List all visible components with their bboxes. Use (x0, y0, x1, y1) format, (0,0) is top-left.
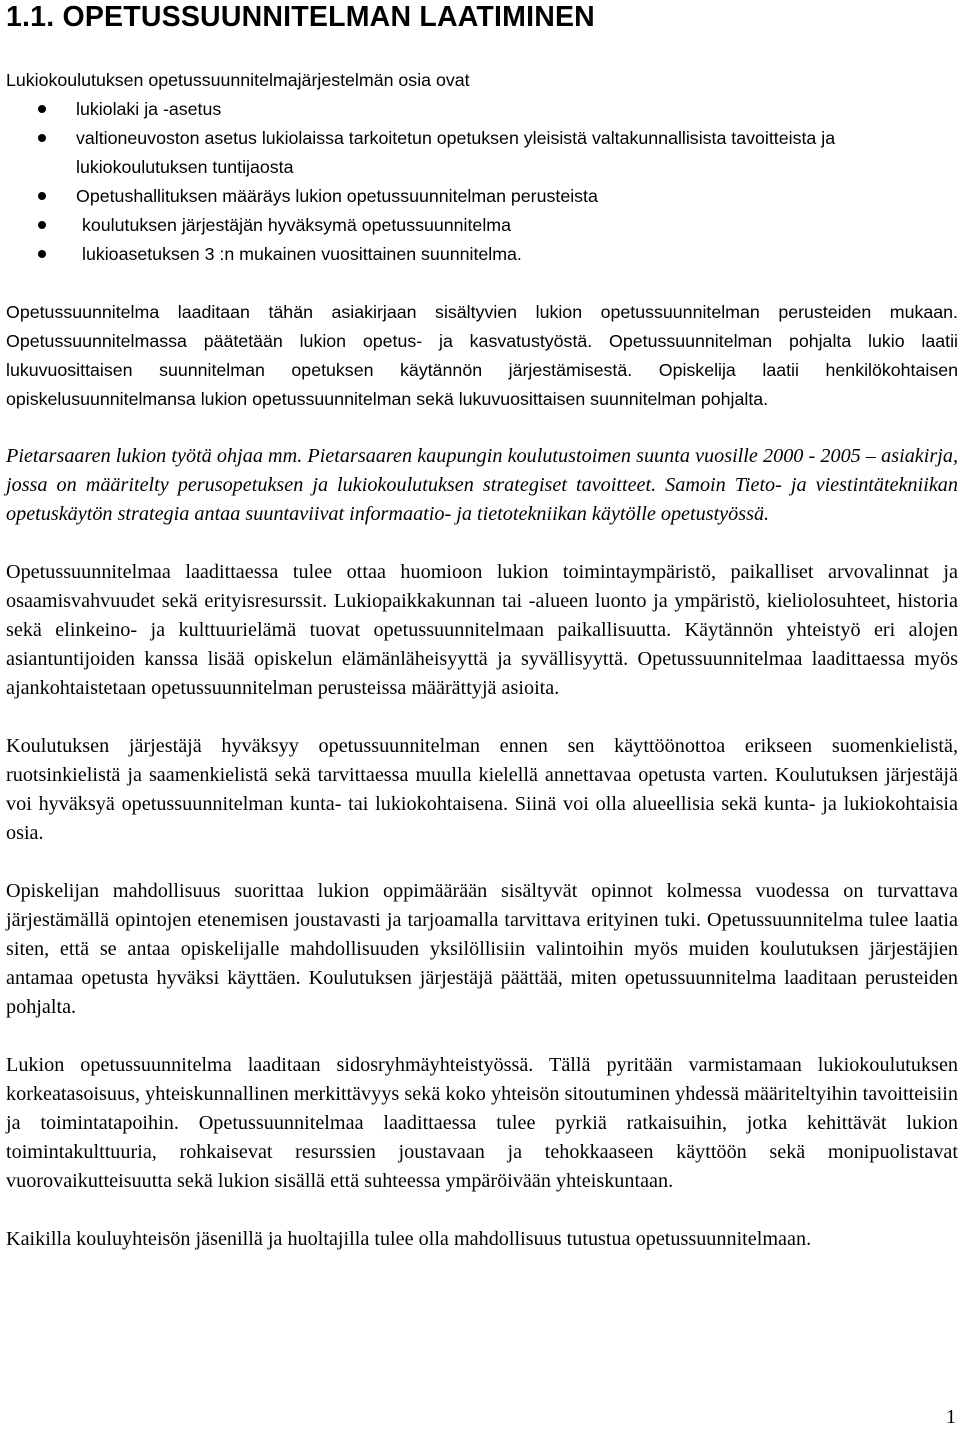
bullet-item: Opetushallituksen määräys lukion opetussuunnitelman perusteista (6, 182, 958, 211)
paragraph-italic: Pietarsaaren lukion työtä ohjaa mm. Pietarsaaren kaupungin koulutustoimen suunta vuosille 2000 - 2005 – asiakirja, jossa on määritelty perusopetuksen ja lukiokoulutuksen strategiset tavoitteet. Samoin Tieto- ja viestintätekniikan opetuskäytön strategia antaa suuntaviivat informaatio- ja tietotekniikan käytölle opetustyössä. (6, 445, 958, 525)
paragraph: Opiskelijan mahdollisuus suorittaa lukion oppimäärään sisältyvät opinnot kolmessa vuodessa on turvattava järjestämällä opintojen etenemisen joustavasti ja tarjoamalla tarvittava erityinen tuki. Opetussuunnitelma tulee laatia siten, että se antaa opiskelijalle mahdollisuuden yksilöllisiin valintoihin myös muiden koulutuksen järjestäjien antamaa opetusta hyväksi käyttäen. Koulutuksen järjestäjä päättää, miten opetussuunnitelma laaditaan perusteiden pohjalta. (6, 880, 958, 1018)
paragraph: Opetussuunnitelmaa laadittaessa tulee ottaa huomioon lukion toimintaympäristö, paikalliset arvovalinnat ja osaamisvahvuudet sekä erityisresurssit. Lukiopaikkakunnan tai -alueen luonto ja ympäristö, kieliolosuhteet, historia sekä elinkeino- ja kulttuurielämä tuovat opetussuunnitelmaan paikallisuutta. Käytännön yhteistyö eri alojen asiantuntijoiden kanssa lisää opiskelun elämänläheisyyttä ja syvällisyyttä. Opetussuunnitelmaa laadittaessa myös ajankohtaistetaan opetussuunnitelman perusteissa määrättyjä asioita. (6, 561, 958, 699)
paragraph: Lukion opetussuunnitelma laaditaan sidosryhmäyhteistyössä. Tällä pyritään varmistamaan lukiokoulutuksen korkeatasoisuus, yhteiskunnallinen merkittävyys sekä koko yhteisön sitoutuminen yhdessä määriteltyihin tavoitteisiin ja toimintatapoihin. Opetussuunnitelmaa laadittaessa tulee pyrkiä ratkaisuihin, jotka kehittävät lukion toimintakulttuuria, rohkaisevat resurssien joustavaan ja tehokkaaseen käyttöön sekä monipuolistavat vuorovaikutteisuutta sekä lukion sisällä että suhteessa ympäröivään yhteiskuntaan. (6, 1054, 958, 1192)
bullet-item: valtioneuvoston asetus lukiolaissa tarkoitetun opetuksen yleisistä valtakunnallisista tavoitteista ja lukiokoulutuksen tuntijaosta (6, 124, 906, 182)
paragraph: Opetussuunnitelma laaditaan tähän asiakirjaan sisältyvien lukion opetussuunnitelman perusteiden mukaan. Opetussuunnitelmassa päätetään lukion opetus- ja kasvatustyöstä. Opetussuunnitelman pohjalta lukio laatii lukuvuosittaisen suunnitelman opetuksen käytännön järjestämisestä. Opiskelija laatii henkilökohtaisen opiskelusuunnitelmansa lukion opetussuunnitelman sekä lukuvuosittaisen suunnitelman pohjalta. (6, 302, 958, 409)
paragraph: Koulutuksen järjestäjä hyväksyy opetussuunnitelman ennen sen käyttöönottoa erikseen suomenkielistä, ruotsinkielistä ja saamenkielistä sekä tarvittaessa muulla kielellä annettavaa opetusta varten. Koulutuksen järjestäjä voi hyväksyä opetussuunnitelman kunta- tai lukiokohtaisena. Siinä voi olla alueellisia sekä kunta- ja lukiokohtaisia osia. (6, 735, 958, 844)
paragraph: Kaikilla kouluyhteisön jäsenillä ja huoltajilla tulee olla mahdollisuus tutustua opetussuunnitelmaan. (6, 1228, 812, 1250)
bullet-item: lukiolaki ja -asetus (6, 95, 958, 124)
bullet-item: koulutuksen järjestäjän hyväksymä opetussuunnitelma (6, 211, 958, 240)
bullet-item: lukioasetuksen 3 :n mukainen vuosittainen suunnitelma. (6, 240, 958, 269)
bullet-list (6, 95, 958, 269)
intro-text: Lukiokoulutuksen opetussuunnitelmajärjestelmän osia ovat (6, 70, 470, 90)
document-body (6, 66, 958, 1254)
page-number: 1 (946, 1406, 956, 1428)
page-title: 1.1. OPETUSSUUNNITELMAN LAATIMINEN (6, 1, 595, 33)
